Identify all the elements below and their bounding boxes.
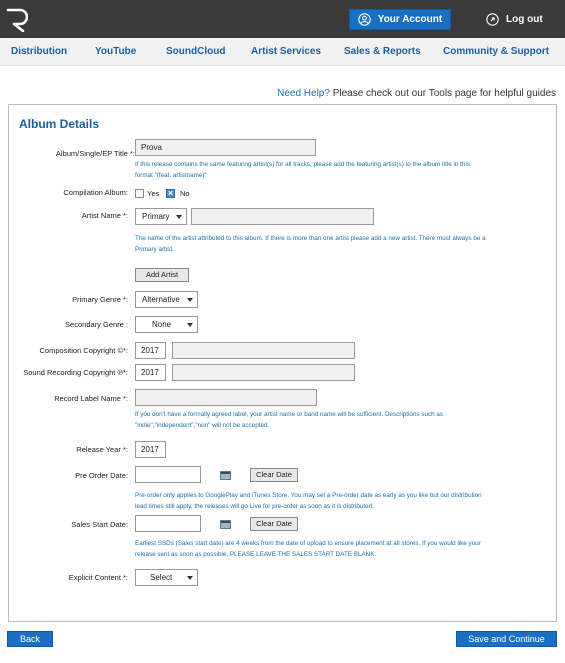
record-label-hint-line-1: If you don't have a formally agreed label, your artist name or band name will be sufficient. Descriptions such as [135,411,444,418]
calendar-icon[interactable] [220,520,231,529]
album-title-hint-line-2: format "(feat. artistname)" [135,172,207,179]
pre-order-date-label: Pre Order Date: [75,471,128,480]
secondary-genre-value: None [152,320,172,329]
sound-copyright-input[interactable] [172,364,355,381]
logout-button[interactable] [486,9,543,30]
record-label-label: Record Label Name *: [54,394,128,403]
sales-start-hint-line-1: Earliest SSDs (Sales start date) are 4 weeks from the date of upload to ensure placement at all stores. If you would like your [135,540,481,547]
artist-role-value: Primary [142,212,170,221]
main-nav [0,38,565,66]
record-label-hint-line-2: "indie","independent","non" will not be accepted. [135,422,270,429]
sound-copyright-label: Sound Recording Copyright ℗*: [23,368,128,377]
album-title-label: Album/Single/EP Title *: [55,149,135,158]
help-line [277,88,556,99]
nav-item-sales-reports[interactable]: Sales & Reports [344,46,421,57]
brand-logo-icon[interactable] [6,8,28,32]
album-title-input[interactable]: Prova [135,139,316,156]
sales-start-hint-line-2: release sent as soon as possible, PLEASE LEAVE THE SALES START DATE BLANK. [135,551,377,558]
explicit-content-select[interactable] [135,569,198,586]
sales-start-date-label: Sales Start Date: [71,520,128,529]
explicit-content-label: Explicit Content *: [68,573,128,582]
nav-item-artist-services[interactable]: Artist Services [251,46,322,57]
chevron-down-icon [187,323,193,327]
user-circle-icon [358,13,371,26]
album-title-hint-line-1: If this release contains the same featuring artist(s) for all tracks, please add the featuring artist(s) to the album title in this [135,161,470,168]
your-account-label: Your Account [377,14,443,25]
composition-copyright-year-input[interactable]: 2017 [135,342,166,359]
nav-item-community-support[interactable]: Community & Support [443,46,550,57]
secondary-genre-select[interactable] [135,316,198,333]
back-button[interactable]: Back [7,631,53,647]
compilation-no-checkbox[interactable]: × [167,188,174,198]
album-details-panel [8,104,557,622]
pre-order-hint-line-2: lead times still apply, the releases will go Live for pre-order as soon as it is distributed. [135,503,374,510]
primary-genre-label: Primary Genre *: [72,295,128,304]
pre-order-clear-date-button[interactable]: Clear Date [250,468,298,482]
chevron-down-icon [187,298,193,302]
sound-copyright-year-input[interactable]: 2017 [135,364,166,381]
sales-start-clear-date-button[interactable]: Clear Date [250,517,298,531]
artist-name-label: Artist Name *: [81,211,128,220]
artist-name-input[interactable] [191,208,374,225]
artist-hint-line-1: The name of the artist attributed to this album. If there is more than one artist please add a new artist. There must always be a [135,235,486,242]
compilation-no-label: No [180,189,190,198]
pre-order-date-input[interactable] [135,466,201,483]
nav-item-soundcloud[interactable]: SoundCloud [166,46,226,57]
chevron-down-icon [176,215,182,219]
nav-item-distribution[interactable]: Distribution [11,46,68,57]
primary-genre-select[interactable] [135,291,198,308]
artist-role-select[interactable] [135,208,187,225]
need-help-link[interactable]: Need Help? [277,88,330,99]
primary-genre-value: Alternative [142,295,180,304]
save-and-continue-button[interactable]: Save and Continue [456,631,557,647]
compilation-yes-checkbox[interactable] [135,189,144,198]
artist-hint-line-2: Primary artist. [135,246,174,253]
record-label-input[interactable] [135,389,317,406]
compilation-yes-label: Yes [147,189,160,198]
calendar-icon[interactable] [220,471,231,480]
help-text: Please check out our Tools page for helpful guides [332,88,556,99]
sales-start-date-input[interactable] [135,515,201,532]
add-artist-button[interactable]: Add Artist [135,268,189,282]
logout-label: Log out [506,14,543,25]
composition-copyright-label: Composition Copyright ©*: [39,346,128,355]
nav-item-youtube[interactable]: YouTube [95,46,137,57]
power-icon [486,13,499,26]
secondary-genre-label: Secondary Genre : [65,320,128,329]
your-account-button[interactable] [349,9,451,30]
pre-order-hint-line-1: Pre-order only applies to GooglePlay and iTunes Store. You may set a Pre-order date as early as you like but our distribution [135,492,482,499]
release-year-input[interactable]: 2017 [135,441,166,458]
compilation-label: Compilation Album: [63,188,128,197]
page-title: Album Details [19,117,100,131]
top-bar [0,0,565,38]
release-year-label: Release Year *: [76,445,128,454]
composition-copyright-input[interactable] [172,342,355,359]
chevron-down-icon [187,576,193,580]
explicit-content-value: Select [150,573,173,582]
